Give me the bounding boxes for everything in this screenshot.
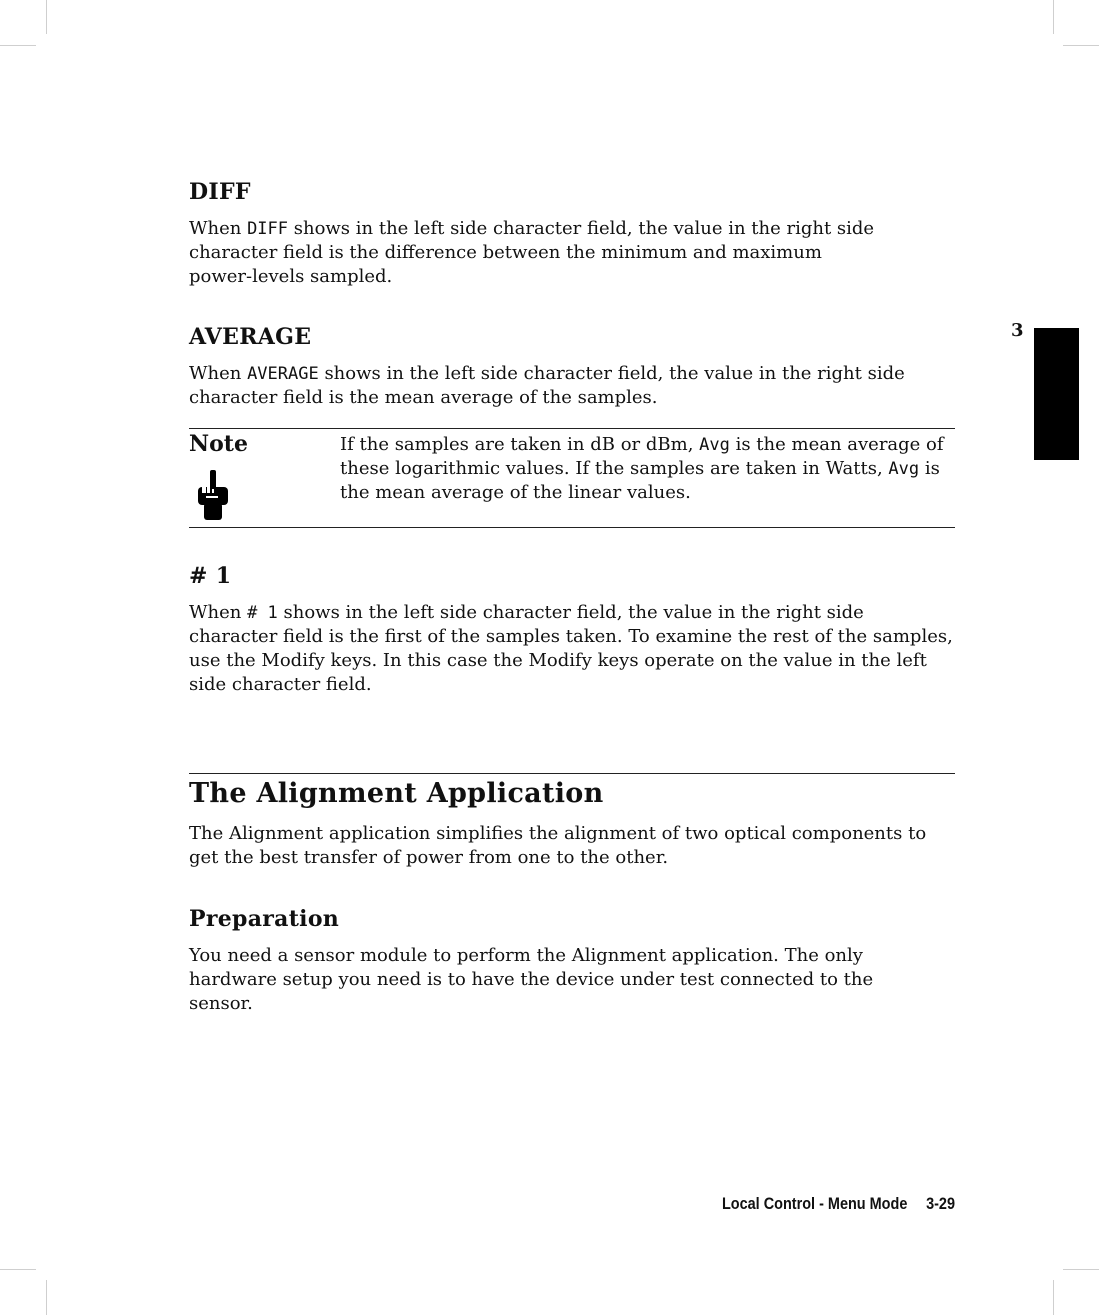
preparation-paragraph: You need a sensor module to perform the Alignment application. The only hardware setup you need is to have the device under test connected to the sensor. xyxy=(189,945,874,1014)
num1-heading: # 1 xyxy=(189,563,232,589)
crop-mark xyxy=(1063,45,1099,46)
note-text-part: If the samples are taken in dB or dBm, xyxy=(340,434,700,455)
num1-text: shows in the left side character field, the value in the right side character field is the first of the samples taken. To examine the rest of the samples, use the Modify keys. In this case the Modify keys operate on the value in the left side character field. xyxy=(189,602,953,695)
crop-mark xyxy=(1053,1280,1054,1315)
note-bottom-rule xyxy=(189,527,955,528)
alignment-paragraph: The Alignment application simplifies the alignment of two optical components to get the best transfer of power from one to the other. xyxy=(189,823,927,868)
crop-mark xyxy=(0,45,36,46)
note-text xyxy=(340,433,955,505)
crop-mark xyxy=(46,0,47,34)
diff-code: DIFF xyxy=(247,219,289,239)
num1-text: When xyxy=(189,602,248,623)
diff-paragraph xyxy=(189,217,879,289)
note-text-part: is the mean average of these logarithmic values. If the samples are taken in Watts, xyxy=(340,434,944,479)
chapter-tab xyxy=(1034,328,1079,460)
average-paragraph xyxy=(189,362,955,410)
average-text: When xyxy=(189,363,248,384)
diff-heading: DIFF xyxy=(189,179,251,205)
crop-mark xyxy=(0,1269,36,1270)
average-text: shows in the left side character field, the value in the right side character field is the mean average of the samples. xyxy=(189,363,905,408)
pointing-hand-icon xyxy=(196,469,232,521)
average-heading: AVERAGE xyxy=(189,324,312,350)
average-code: AVERAGE xyxy=(247,364,319,384)
num1-code: # 1 xyxy=(247,603,278,623)
crop-mark xyxy=(1063,1269,1099,1270)
crop-mark xyxy=(46,1280,47,1315)
alignment-heading: The Alignment Application xyxy=(189,778,604,809)
page-footer xyxy=(670,1194,955,1214)
crop-mark xyxy=(1053,0,1054,34)
num1-paragraph xyxy=(189,601,955,697)
note-top-rule xyxy=(189,428,955,429)
section-rule xyxy=(189,773,955,774)
note-label: Note xyxy=(189,431,248,457)
note-text-part: is the mean average of the linear values. xyxy=(340,458,940,503)
diff-text: shows in the left side character field, the value in the right side character field is the difference between the minimum and maximum power-levels sampled. xyxy=(189,218,875,287)
preparation-heading: Preparation xyxy=(189,906,340,932)
footer-title: Local Control - Menu Mode xyxy=(721,1194,908,1213)
note-code: Avg xyxy=(699,435,730,455)
page-number: 3-29 xyxy=(926,1194,955,1213)
diff-text: When xyxy=(189,218,248,239)
note-code: Avg xyxy=(888,459,920,479)
chapter-tab-number: 3 xyxy=(1011,320,1024,341)
